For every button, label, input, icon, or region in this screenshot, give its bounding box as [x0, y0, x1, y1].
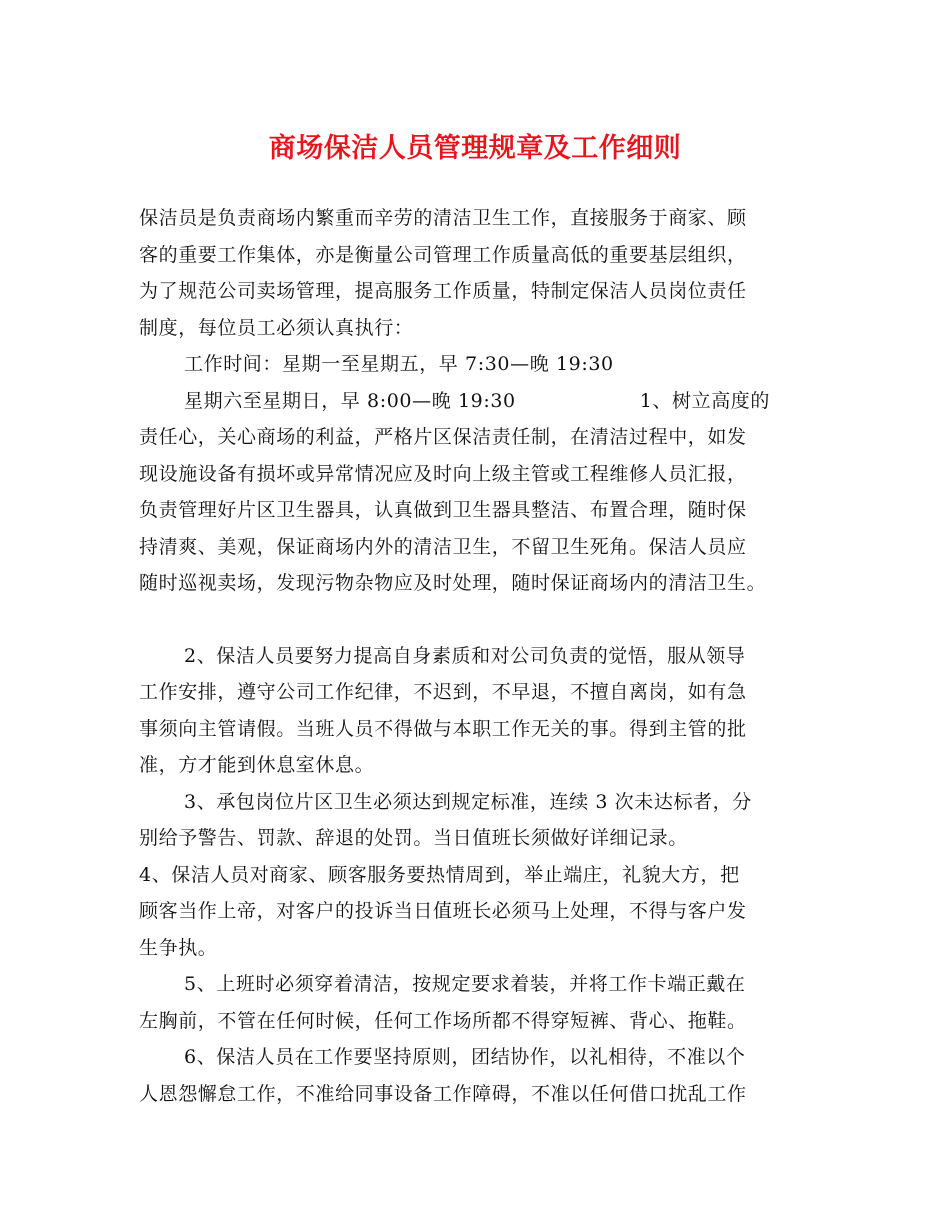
paragraph-line: 顾客当作上帝，对客户的投诉当日值班长必须马上处理，不得与客户发 [139, 900, 747, 922]
paragraph-line: 人恩怨懈怠工作，不准给同事设备工作障碍，不准以任何借口扰乱工作 [139, 1083, 747, 1105]
paragraph-line: 别给予警告、罚款、辞退的处罚。当日值班长须做好详细记录。 [139, 827, 688, 849]
paragraph-line: 事须向主管请假。当班人员不得做与本职工作无关的事。得到主管的批 [139, 718, 747, 740]
paragraph-line: 生争执。 [139, 937, 218, 959]
paragraph-line: 为了规范公司卖场管理，提高服务工作质量，特制定保洁人员岗位责任 [139, 280, 747, 302]
paragraph-line: 随时巡视卖场，发现污物杂物应及时处理，随时保证商场内的清洁卫生。 [139, 572, 767, 594]
work-hours-weekend [184, 386, 874, 416]
clause-3-line: 3、承包岗位片区卫生必须达到规定标准，连续 3 次未达标者，分 [184, 791, 752, 813]
clause-1-start: 1、树立高度的 [639, 390, 770, 412]
clause-4-line: 4、保洁人员对商家、顾客服务要热情周到，举止端庄，礼貌大方，把 [139, 864, 740, 886]
paragraph-line: 现设施设备有损坏或异常情况应及时向上级主管或工程维修人员汇报， [139, 463, 747, 485]
work-hours-weekday: 工作时间：星期一至星期五，早 7:30—晚 19:30 [184, 353, 614, 375]
paragraph-line: 保洁员是负责商场内繁重而辛劳的清洁卫生工作，直接服务于商家、顾 [139, 207, 747, 229]
clause-6-line: 6、保洁人员在工作要坚持原则，团结协作，以礼相待，不准以个 [184, 1046, 746, 1068]
paragraph-line: 准，方才能到休息室休息。 [139, 754, 375, 776]
paragraph-line: 持清爽、美观，保证商场内外的清洁卫生，不留卫生死角。保洁人员应 [139, 536, 747, 558]
work-hours-weekend-text: 星期六至星期日，早 8:00—晚 19:30 [184, 390, 516, 412]
document-title: 商场保洁人员管理规章及工作细则 [268, 133, 682, 164]
paragraph-line: 客的重要工作集体，亦是衡量公司管理工作质量高低的重要基层组织， [139, 244, 747, 266]
paragraph-line: 负责管理好片区卫生器具，认真做到卫生器具整洁、布置合理，随时保 [139, 499, 747, 521]
paragraph-line: 左胸前，不管在任何时候，任何工作场所都不得穿短裤、背心、拖鞋。 [139, 1010, 747, 1032]
paragraph-line: 制度，每位员工必须认真执行： [139, 317, 414, 339]
paragraph-line: 责任心，关心商场的利益，严格片区保洁责任制，在清洁过程中，如发 [139, 426, 747, 448]
clause-2-line: 2、保洁人员要努力提高自身素质和对公司负责的觉悟，服从领导 [184, 645, 746, 667]
clause-5-line: 5、上班时必须穿着清洁，按规定要求着装，并将工作卡端正戴在 [184, 973, 746, 995]
paragraph-line: 工作安排，遵守公司工作纪律，不迟到，不早退，不擅自离岗，如有急 [139, 681, 747, 703]
